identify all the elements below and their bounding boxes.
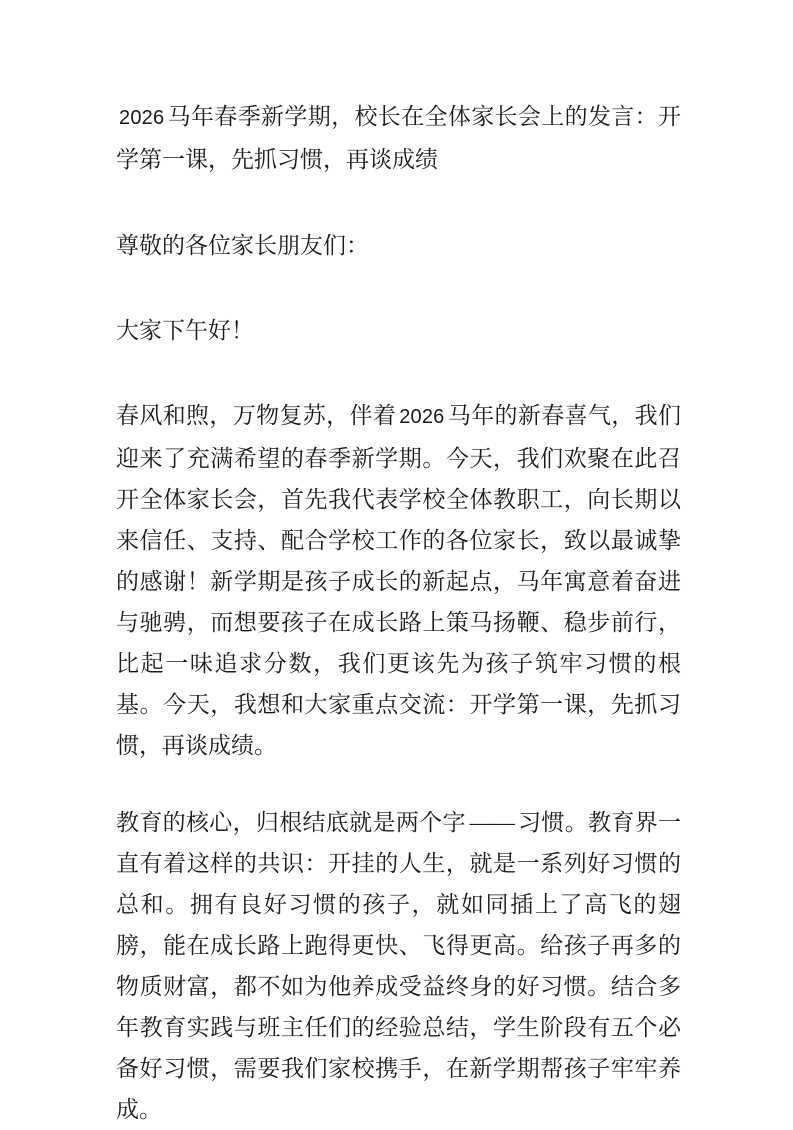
salutation-line: 尊敬的各位家长朋友们： (116, 233, 369, 258)
paragraph-two-segment-a: 教育的核心，归根结底就是两个字 (116, 810, 466, 835)
title-text: 马年春季新学期，校长在全体家长会上的发言：开学第一课，先抓习惯，再谈成绩 (116, 104, 681, 172)
em-dash: —— (469, 810, 514, 835)
paragraph-one (116, 395, 681, 766)
document-text-column (116, 96, 681, 1130)
title-year: 2026 (119, 107, 165, 129)
greeting-line: 大家下午好！ (116, 318, 254, 343)
paragraph-one-year: 2026 (399, 406, 445, 428)
paragraph-one-segment-a: 春风和煦，万物复苏，伴着 (116, 403, 397, 428)
paragraph-two-segment-b: 习惯。教育界一直有着这样的共识：开挂的人生，就是一系列好习惯的总和。拥有良好习惯的孩子，就如同插上了高飞的翅膀，能在成长路上跑得更快、飞得更高。给孩子再多的物质财富，都不如为他养成受益终身的好习惯。结合多年教育实践与班主任们的经验总结，学生阶段有五个必备好习惯，需要我们家校携手，在新学期帮孩子牢牢养成。 (116, 810, 682, 1122)
paragraph-two (116, 802, 681, 1130)
document-title (116, 96, 681, 180)
paragraph-one-segment-b: 马年的新春喜气，我们迎来了充满希望的春季新学期。今天，我们欢聚在此召开全体家长会，首先我代表学校全体教职工，向长期以来信任、支持、配合学校工作的各位家长，致以最诚挚的感谢！新学期是孩子成长的新起点，马年寓意着奋进与驰骋，而想要孩子在成长路上策马扬鞭、稳步前行，比起一味追求分数，我们更该先为孩子筑牢习惯的根基。今天，我想和大家重点交流：开学第一课，先抓习惯，再谈成绩。 (116, 403, 682, 758)
